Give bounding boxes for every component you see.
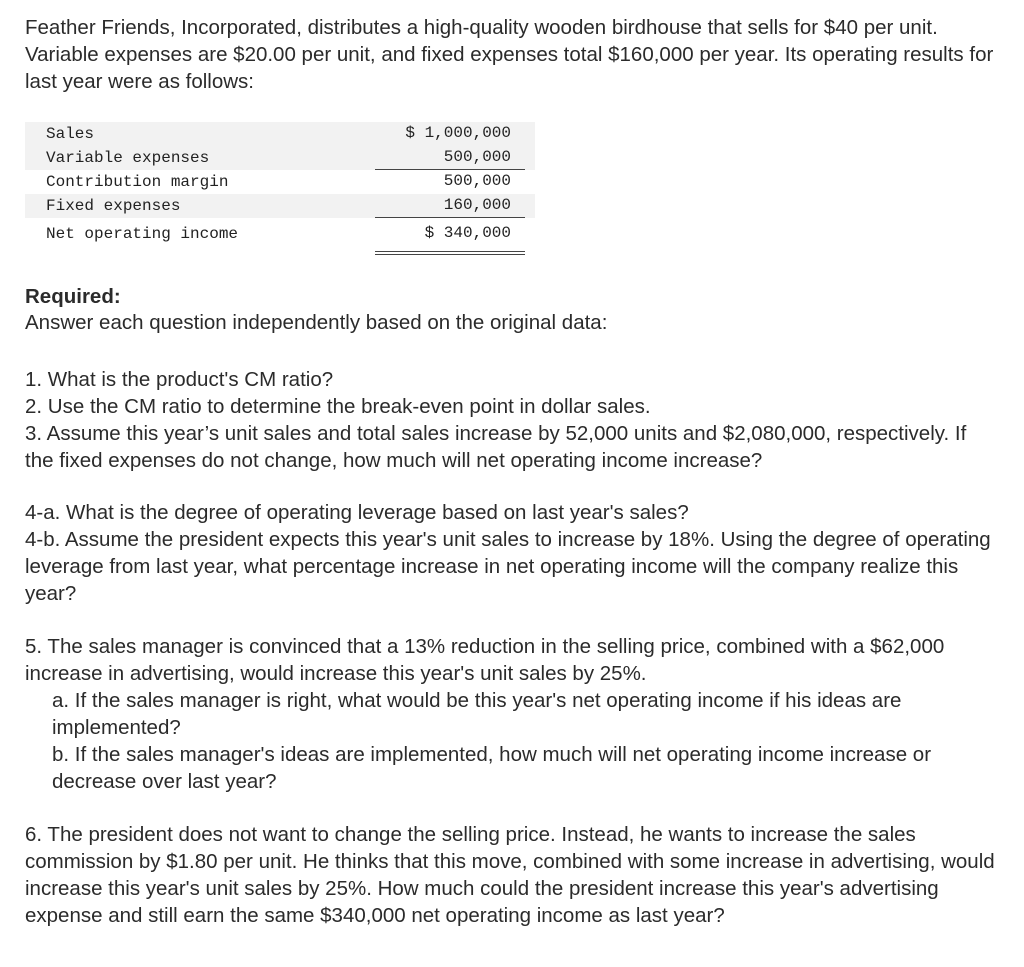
required-subtitle: Answer each question independently based on the original data: bbox=[25, 311, 608, 334]
question-4b: 4-b. Assume the president expects this year's unit sales to increase by 18%. Using the degree of operating leverage from last year, what percentage increase in net operating income will the company realize this year? bbox=[25, 528, 991, 605]
row-amount: $ 340,000 bbox=[424, 224, 511, 242]
questions-5 bbox=[25, 633, 1000, 795]
row-amount: $ 1,000,000 bbox=[405, 124, 511, 142]
row-label: Net operating income bbox=[46, 225, 239, 243]
questions-1-3 bbox=[25, 366, 1000, 474]
statement-row-fixed-expenses bbox=[25, 194, 535, 218]
statement-row-sales bbox=[25, 122, 535, 146]
questions-4 bbox=[25, 499, 1000, 607]
question-3: 3. Assume this year’s unit sales and total sales increase by 52,000 units and $2,080,000, respectively. If the fixed expenses do not change, how much will net operating income increase? bbox=[25, 422, 967, 472]
required-heading: Required: bbox=[25, 285, 121, 308]
intro-paragraph: Feather Friends, Incorporated, distributes a high-quality wooden birdhouse that sells for $40 per unit. Variable expenses are $20.00 per unit, and fixed expenses total $160,000 per year. Its operating results for last year were as follows: bbox=[25, 16, 994, 93]
row-amount: 500,000 bbox=[443, 172, 511, 190]
question-4a: 4-a. What is the degree of operating leverage based on last year's sales? bbox=[25, 501, 689, 524]
total-double-rule bbox=[375, 251, 525, 255]
question-6-block bbox=[25, 821, 1000, 929]
row-label: Contribution margin bbox=[46, 173, 229, 191]
subtotal-rule bbox=[375, 217, 525, 218]
income-statement bbox=[25, 122, 535, 248]
question-5a: a. If the sales manager is right, what would be this year's net operating income if his ideas are implemented? bbox=[52, 689, 902, 739]
statement-row-variable-expenses bbox=[25, 146, 535, 170]
row-label: Sales bbox=[46, 125, 95, 143]
statement-row-contribution-margin bbox=[25, 170, 535, 194]
question-2: 2. Use the CM ratio to determine the break-even point in dollar sales. bbox=[25, 395, 651, 418]
row-amount: 500,000 bbox=[443, 148, 511, 166]
question-5b: b. If the sales manager's ideas are implemented, how much will net operating income increase or decrease over last year? bbox=[52, 743, 932, 793]
question-5: 5. The sales manager is convinced that a 13% reduction in the selling price, combined with a $62,000 increase in advertising, would increase this year's unit sales by 25%. bbox=[25, 635, 945, 685]
row-amount: 160,000 bbox=[443, 196, 511, 214]
question-1: 1. What is the product's CM ratio? bbox=[25, 368, 334, 391]
question-6: 6. The president does not want to change the selling price. Instead, he wants to increase the sales commission by $1.80 per unit. He thinks that this move, combined with some increase in advertising, would increase this year's unit sales by 25%. How much could the president increase this year's advertising expense and still earn the same $340,000 net operating income as last year? bbox=[25, 823, 995, 927]
statement-row-net-operating-income bbox=[25, 222, 535, 248]
row-label: Variable expenses bbox=[46, 149, 210, 167]
row-label: Fixed expenses bbox=[46, 197, 181, 215]
